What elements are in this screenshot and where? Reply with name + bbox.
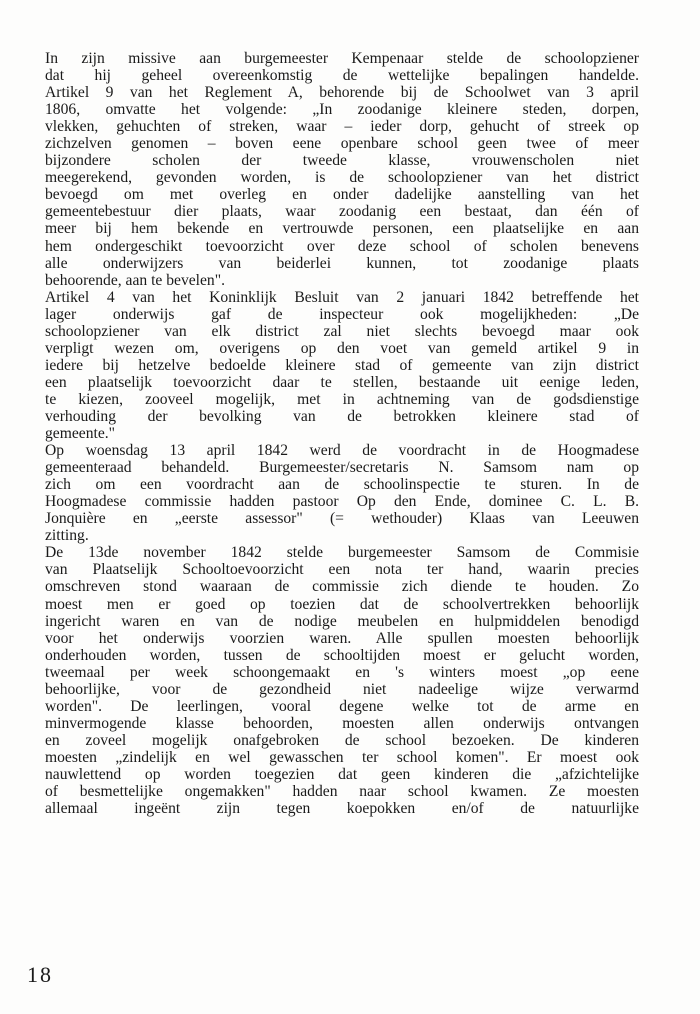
text-line: allemaal ingeënt zijn tegen koepokken en/of de natuurlijke — [45, 800, 639, 818]
text-line: hem ondergeschikt toevoorzicht over deze school of scholen benevens — [45, 237, 639, 255]
text-line: Op woensdag 13 april 1842 werd de voordracht in de Hoogmadese — [45, 442, 639, 460]
page-number: 18 — [27, 962, 53, 987]
text-line: en zoveel mogelijk onafgebroken de school bezoeken. De kinderen — [45, 731, 639, 749]
text-line: een plaatselijk toevoorzicht daar te stellen, bestaande uit eenige leden, — [45, 373, 639, 391]
text-line: van Plaatselijk Schooltoevoorzicht een nota ter hand, waarin precies — [45, 561, 639, 579]
text-line: zich om een voordracht aan de schoolinspectie te sturen. In de — [45, 476, 639, 494]
text-line: alle onderwijzers van beiderlei kunnen, tot zoodanige plaats — [45, 254, 639, 272]
text-line: In zijn missive aan burgemeester Kempenaar stelde de schoolopziener — [45, 50, 639, 67]
text-line: moest men er goed op toezien dat de schoolvertrekken behoorlijk — [45, 595, 639, 613]
text-line: meer bij hem bekende en vertrouwde personen, een plaatselijke en aan — [45, 220, 639, 238]
text-line: meegerekend, gevonden worden, is de schoolopziener van het district — [45, 169, 639, 187]
text-line: 1806, omvatte het volgende: „In zoodanige kleinere steden, dorpen, — [45, 101, 639, 119]
text-line: moesten „zindelijk en wel gewasschen ter school komen". Er moest ook — [45, 748, 639, 766]
text-line: vlekken, gehuchten of streken, waar – ieder dorp, gehucht of streek op — [45, 118, 639, 136]
text-line: De 13de november 1842 stelde burgemeester Samsom de Commisie — [45, 544, 639, 562]
text-line: nauwlettend op worden toegezien dat geen kinderen die „afzichtelijke — [45, 765, 639, 783]
text-line: tweemaal per week schoongemaakt en 's winters moest „op eene — [45, 663, 639, 681]
text-line: Hoogmadese commissie hadden pastoor Op den Ende, dominee C. L. B. — [45, 493, 639, 511]
text-line: lager onderwijs gaf de inspecteur ook mogelijkheden: „De — [45, 305, 639, 323]
text-line: zitting. — [45, 527, 89, 545]
text-line: bijzondere scholen der tweede klasse, vrouwenscholen niet — [45, 152, 639, 170]
text-line: zichzelven genomen – boven eene openbare school geen twee of meer — [45, 135, 639, 153]
text-line: voor het onderwijs voorzien waren. Alle spullen moesten behoorlijk — [45, 629, 639, 647]
text-line: behoorende, aan te bevelen". — [45, 271, 225, 289]
body-text — [45, 50, 639, 817]
text-line: Artikel 4 van het Koninklijk Besluit van 2 januari 1842 betreffende het — [45, 288, 639, 306]
text-line: onderhouden worden, tussen de schooltijden moest er gelucht worden, — [45, 646, 639, 664]
text-line: bevoegd om met overleg en onder dadelijke aanstelling van het — [45, 186, 639, 204]
text-line: schoolopziener van elk district zal niet slechts bevoegd maar ook — [45, 322, 639, 340]
text-line: Jonquière en „eerste assessor" (= wethouder) Klaas van Leeuwen — [45, 510, 639, 528]
text-line: dat hij geheel overeenkomstig de wettelijke bepalingen handelde. — [45, 67, 639, 85]
text-line: te kiezen, zooveel mogelijk, met in achtneming van de godsdienstige — [45, 390, 639, 408]
text-line: omschreven stond waaraan de commissie zich diende te houden. Zo — [45, 578, 639, 596]
text-line: ingericht waren en van de nodige meubelen en hulpmiddelen benodigd — [45, 612, 639, 630]
text-line: Artikel 9 van het Reglement A, behorende bij de Schoolwet van 3 april — [45, 84, 639, 102]
text-line: gemeenteraad behandeld. Burgemeester/secretaris N. Samsom nam op — [45, 459, 639, 477]
text-line: gemeentebestuur dier plaats, waar zoodanig een bestaat, dan één of — [45, 203, 639, 221]
text-line: verpligt wezen om, overigens op den voet van gemeld artikel 9 in — [45, 339, 639, 357]
text-line: gemeente." — [45, 425, 116, 443]
text-line: of besmettelijke ongemakken" hadden naar school kwamen. Ze moesten — [45, 783, 639, 801]
text-line: verhouding der bevolking van de betrokken kleinere stad of — [45, 407, 639, 425]
text-line: behoorlijke, voor de gezondheid niet nadeelige wijze verwarmd — [45, 680, 639, 698]
text-line: iedere bij hetzelve bedoelde kleinere stad of gemeente van zijn district — [45, 356, 639, 374]
text-line: worden". De leerlingen, vooral degene welke tot de arme en — [45, 697, 639, 715]
text-line: minvermogende klasse behoorden, moesten allen onderwijs ontvangen — [45, 714, 639, 732]
